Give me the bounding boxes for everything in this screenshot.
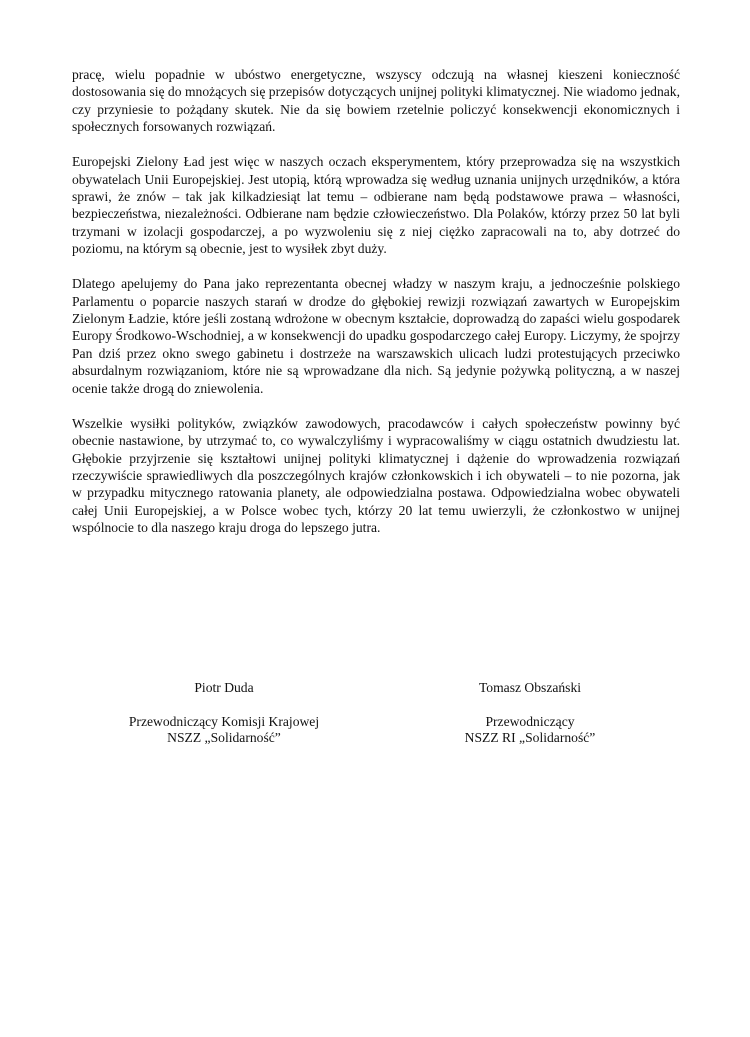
signatory-name: Tomasz Obszański — [478, 680, 582, 695]
letter-body — [72, 66, 680, 554]
signature-right — [410, 680, 650, 747]
paragraph-1: pracę, wielu popadnie w ubóstwo energetyczne, wszyscy odczują na własnej kieszeni konieczność dostosowania się do mnożących się przepisów dotyczących unijnej polityki klimatycznej. Nie wiadomo jednak, czy przyniesie to pożądany skutek. Nie da się bowiem rzetelnie policzyć konsekwencji ekonomicznych i społecznych forsowanych rozwiązań. — [72, 67, 680, 135]
signature-left — [100, 680, 348, 747]
paragraph-3: Dlatego apelujemy do Pana jako reprezentanta obecnej władzy w naszym kraju, a jednocześnie polskiego Parlamentu o poparcie naszych starań w drodze do głębokiej rewizji rozwiązań zawartych w Europejskim Zielonym Ładzie, które jeśli zostaną wdrożone w obecnym kształcie, doprowadzą do zapaści wielu gospodarek Europy Środkowo-Wschodniej, a w konsekwencji do upadku gospodarczego całej Europy. Liczymy, że spojrzy Pan dziś przez okno swego gabinetu i dostrzeże na warszawskich ulicach ludzi protestujących przeciwko absurdalnym rozwiązaniom, które nie są wprowadzane dla nich. Są jedynie pożywką polityczną, a w naszej ocenie także drogą do zniewolenia. — [72, 276, 680, 396]
paragraph-2: Europejski Zielony Ład jest więc w naszych oczach eksperymentem, który przeprowadza się na wszystkich obywatelach Unii Europejskiej. Jest utopią, którą wprowadza się według uznania unijnych urzędników, a która sprawi, że znów – tak jak kilkadziesiąt lat temu – odbierane nam będą podstawowe prawa – własności, bezpieczeństwa, niezależności. Odbierane nam będzie człowieczeństwo. Dla Polaków, którzy przez 50 lat byli trzymani w izolacji gospodarczej, a po wyzwoleniu się z niej ciężko zapracowali na to, aby dotrzeć do poziomu, na którym są obecnie, jest to wysiłek zbyt duży. — [72, 154, 680, 257]
signatory-name: Piotr Duda — [194, 680, 254, 695]
signatory-title: Przewodniczący Komisji Krajowej — [128, 713, 320, 729]
signatory-organization: NSZZ „Solidarność” — [167, 730, 281, 745]
signatory-title: Przewodniczący — [485, 713, 575, 729]
signatory-organization: NSZZ RI „Solidarność” — [464, 730, 596, 745]
paragraph-4: Wszelkie wysiłki polityków, związków zawodowych, pracodawców i całych społeczeństw powinny być obecnie nastawione, by utrzymać to, co wywalczyliśmy i wypracowaliśmy w ciągu ostatnich dwudziestu lat. Głębokie przyjrzenie się kształtowi unijnej polityki klimatycznej i dążenie do wprowadzenia rozwiązań rzeczywiście sprawiedliwych dla poszczególnych krajów członkowskich i ich obywateli – to nie pozorna, jak w przypadku mitycznego ratowania planety, ale odpowiedzialna postawa. Odpowiedzialna wobec obywateli całej Unii Europejskiej, a w Polsce wobec tych, którzy 20 lat temu uwierzyli, że członkostwo w unijnej wspólnocie to dla naszego kraju droga do lepszego jutra. — [72, 415, 680, 536]
